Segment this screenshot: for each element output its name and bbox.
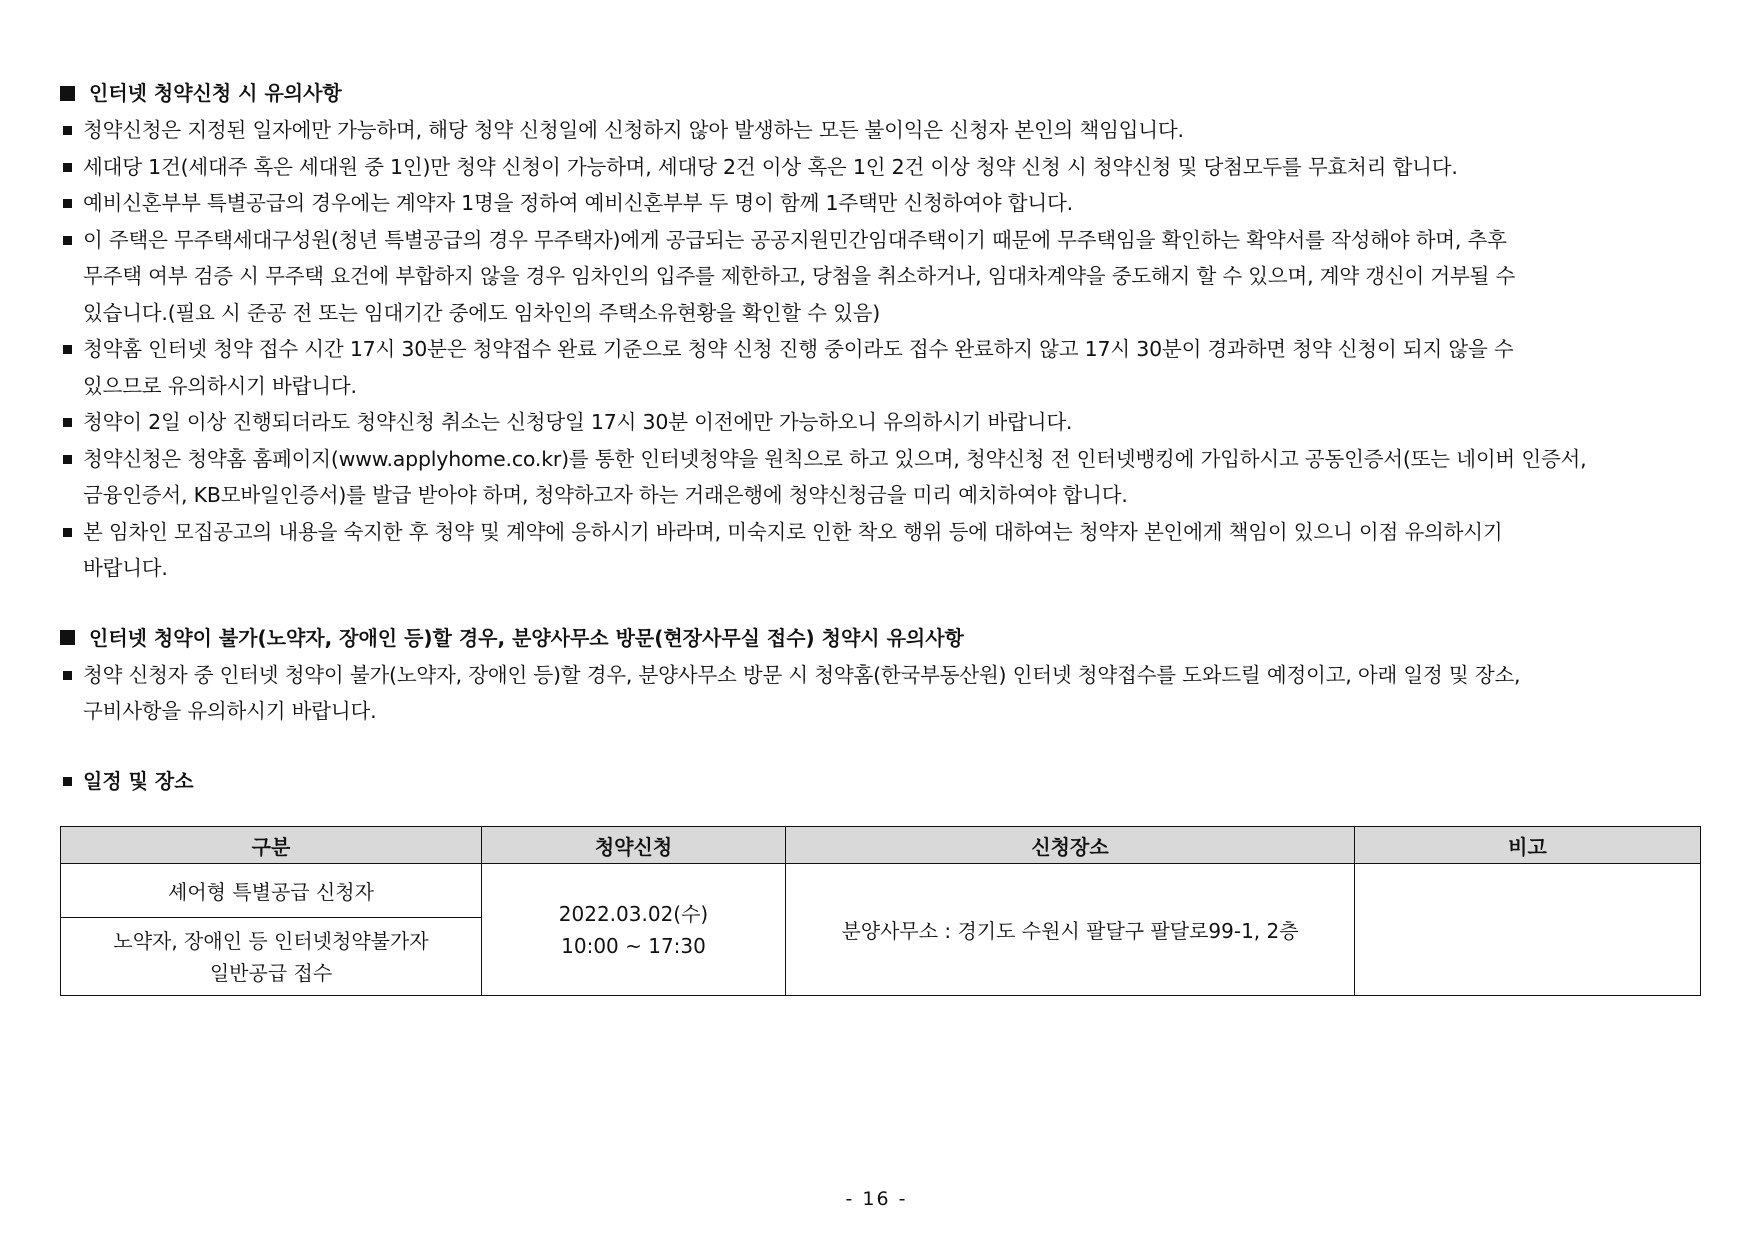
header-category: 구분 (61, 827, 482, 864)
section-heading (60, 625, 1700, 651)
document-page (60, 80, 1700, 794)
location-cell: 분양사무소 : 경기도 수원시 팔달구 팔달로99-1, 2층 (786, 864, 1355, 996)
notice-item: 예비신혼부부 특별공급의 경우에는 계약자 1명을 정하여 예비신혼부부 두 명이 함께 1주택만 신청하여야 합니다. (60, 185, 1700, 222)
table-row (61, 864, 1701, 918)
category-cell: 셰어형 특별공급 신청자 (61, 864, 482, 918)
notice-item: 세대당 1건(세대주 혹은 세대원 중 1인)만 청약 신청이 가능하며, 세대당 2건 이상 혹은 1인 2건 이상 청약 신청 시 청약신청 및 당첨모두를 무효처리 합니다. (60, 149, 1700, 186)
page-number: - 16 - (845, 1188, 908, 1210)
notice-item: 청약홈 인터넷 청약 접수 시간 17시 30분은 청약접수 완료 기준으로 청약 신청 진행 중이라도 접수 완료하지 않고 17시 30분이 경과하면 청약 신청이 되지 않을 수 있으므로 유의하시기 바랍니다. (60, 331, 1700, 404)
note-cell (1355, 864, 1701, 996)
square-bullet-icon (60, 630, 75, 645)
notice-item: 청약 신청자 중 인터넷 청약이 불가(노약자, 장애인 등)할 경우, 분양사무소 방문 시 청약홈(한국부동산원) 인터넷 청약접수를 도와드릴 예정이고, 아래 일정 및 장소, 구비사항을 유의하시기 바랍니다. (60, 657, 1700, 730)
table-header-row (61, 827, 1701, 864)
header-note: 비고 (1355, 827, 1701, 864)
notice-item: 청약신청은 청약홈 홈페이지(www.applyhome.co.kr)를 통한 인터넷청약을 원칙으로 하고 있으며, 청약신청 전 인터넷뱅킹에 가입하시고 공동인증서(또는 네이버 인증서, 금융인증서, KB모바일인증서)를 발급 받아야 하며, 청약하고자 하는 거래은행에 청약신청금을 미리 예치하여야 합니다. (60, 441, 1700, 514)
square-bullet-icon (60, 86, 75, 101)
notice-list (60, 112, 1700, 587)
section-offline-application (60, 625, 1700, 794)
section-internet-application (60, 80, 1700, 587)
category-cell: 노약자, 장애인 등 인터넷청약불가자 일반공급 접수 (61, 918, 482, 996)
schedule-table (60, 826, 1701, 996)
notice-item: 본 임차인 모집공고의 내용을 숙지한 후 청약 및 계약에 응하시기 바라며, 미숙지로 인한 착오 행위 등에 대하여는 청약자 본인에게 책임이 있으니 이점 유의하시기 바랍니다. (60, 514, 1700, 587)
section-heading-text: 인터넷 청약이 불가(노약자, 장애인 등)할 경우, 분양사무소 방문(현장사무실 접수) 청약시 유의사항 (89, 625, 964, 650)
header-application: 청약신청 (482, 827, 786, 864)
date-cell: 2022.03.02(수) 10:00 ~ 17:30 (482, 864, 786, 996)
section-heading (60, 80, 1700, 106)
schedule-subheading: 일정 및 장소 (60, 768, 1700, 794)
notice-item: 청약이 2일 이상 진행되더라도 청약신청 취소는 신청당일 17시 30분 이전에만 가능하오니 유의하시기 바랍니다. (60, 404, 1700, 441)
header-location: 신청장소 (786, 827, 1355, 864)
notice-item: 청약신청은 지정된 일자에만 가능하며, 해당 청약 신청일에 신청하지 않아 발생하는 모든 불이익은 신청자 본인의 책임입니다. (60, 112, 1700, 149)
notice-list (60, 657, 1700, 730)
notice-item: 이 주택은 무주택세대구성원(청년 특별공급의 경우 무주택자)에게 공급되는 공공지원민간임대주택이기 때문에 무주택임을 확인하는 확약서를 작성해야 하며, 추후 무주택 여부 검증 시 무주택 요건에 부합하지 않을 경우 임차인의 입주를 제한하고, 당첨을 취소하거나, 임대차계약을 중도해지 할 수 있으며, 계약 갱신이 거부될 수 있습니다.(필요 시 준공 전 또는 임대기간 중에도 임차인의 주택소유현황을 확인할 수 있음) (60, 222, 1700, 332)
section-heading-text: 인터넷 청약신청 시 유의사항 (89, 81, 342, 105)
